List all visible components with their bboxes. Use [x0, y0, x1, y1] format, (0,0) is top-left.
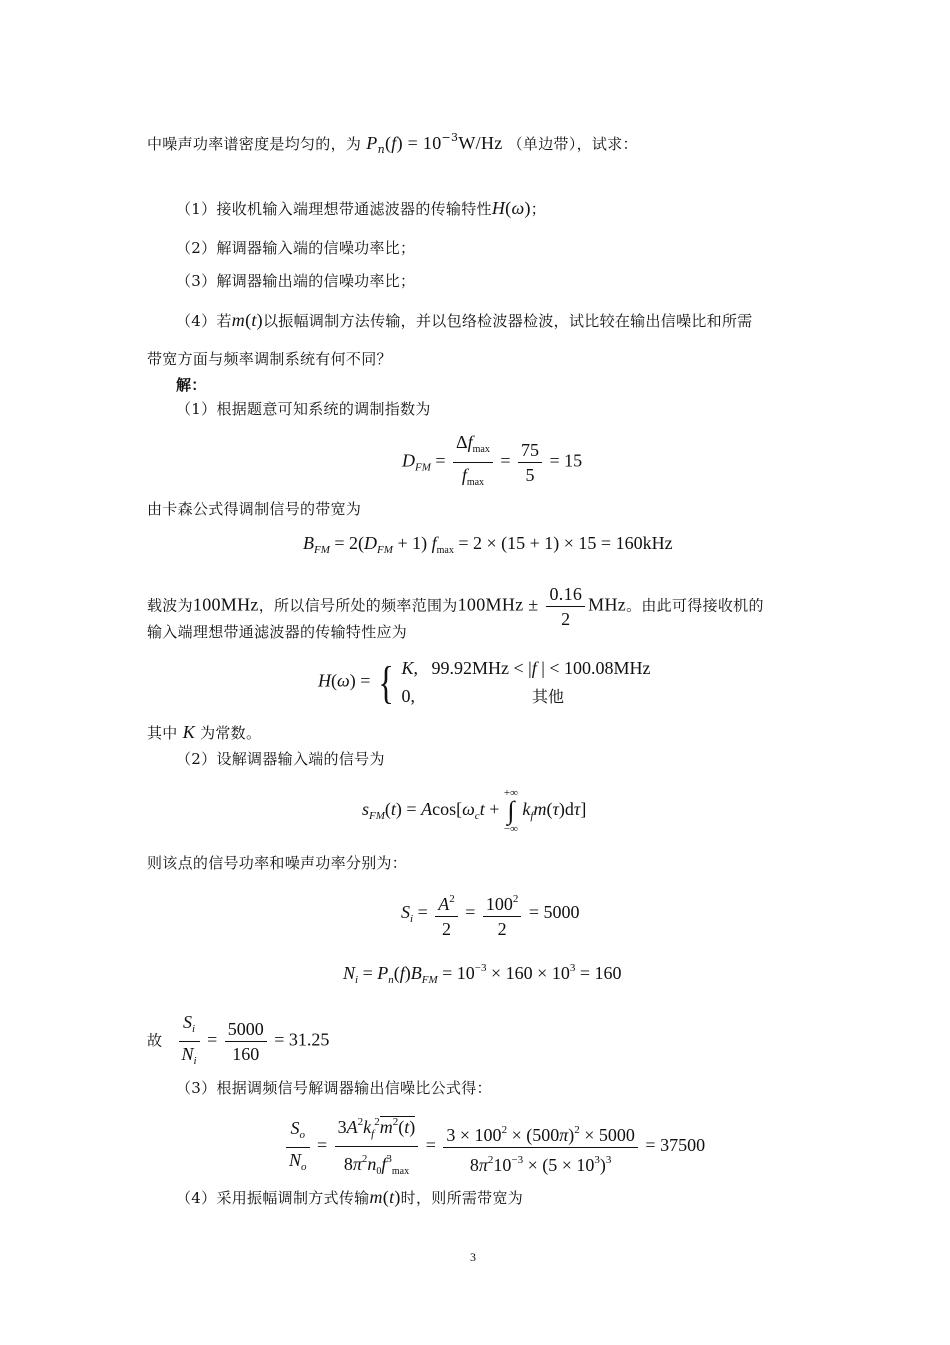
intro-text: 中噪声功率谱密度是均匀的，为 — [147, 135, 362, 153]
intro-line: 中噪声功率谱密度是均匀的，为 $P_n(f) = 10^{-3}W/Hz$ （单边带），试求： — [147, 131, 638, 156]
intro-suffix: （单边带），试求： — [507, 135, 638, 153]
carson-text: 由卡森公式得调制信号的带宽为 — [147, 500, 362, 518]
question-2: （2）解调器输入端的信噪功率比； — [176, 239, 416, 257]
equation-si: $S_i$ = $\frac{A^2}{2}$ = $\frac{100^2}{2}$ = 5000 — [401, 887, 580, 941]
carrier-line: 载波为100MHz，所以信号所处的频率范围为100MHz ± $\frac{0.16}{2}$ MHz。由此可得接收机的 — [147, 584, 764, 629]
solution-step-2: （2）设解调器输入端的信号为 — [176, 750, 385, 768]
equation-snr-in: 故 $\frac{S_i}{N_i}$ = $\frac{5000}{160}$ = 31.25 — [147, 1012, 330, 1067]
question-4: （4）若m(t)以振幅调制方法传输，并以包络检波器检波，试比较在输出信噪比和所需 — [176, 310, 753, 330]
equation-bfm: $B_{FM} = 2(D_{FM} + 1) f_{max} = 2 \times (15 + 1) \times 15 = 160kHz$ — [303, 533, 673, 556]
equation-transfer: H(ω) = { K, 99.92MHz < |f | < 100.08MHz 0, 其他 — [318, 656, 651, 708]
equation-ni: $N_i = P_n(f)B_{FM} = 10^{-3} \times 160 \times 10^3 = 160$ — [343, 962, 622, 986]
equation-snr-out: $\frac{S_o}{N_o}$ = $\frac{3A^2k_f^2m^2(t)}{8\pi^2n_0f^3_{max}}$ = $\frac{3 \times 100^2 \times (500\pi)^2 \times 5000}{8\pi^210^{-3} \times (5 \times 10^3)^3}$ = 37500 — [283, 1110, 705, 1184]
powers-text: 则该点的信号功率和噪声功率分别为： — [147, 854, 408, 872]
question-4-cont: 带宽方面与频率调制系统有何不同？ — [147, 350, 392, 368]
question-3: （3）解调器输出端的信噪功率比； — [176, 272, 416, 290]
constant-text: 其中 K 为常数。 — [147, 722, 262, 742]
filter-text: 输入端理想带通滤波器的传输特性应为 — [147, 623, 408, 641]
equation-dfm: $D_{FM}$ = $\frac{\Delta f_{max}}{f_{max}}$ = $\frac{75}{5}$ = 15 — [402, 432, 583, 488]
solution-step-3: （3）根据调频信号解调器输出信噪比公式得： — [176, 1079, 492, 1097]
equation-sfm: $s_{FM}(t) = Acos[\omega_ct$ + +∞ ∫ −∞ $k_fm(\tau)d\tau$] — [362, 787, 587, 835]
solution-heading: 解： — [176, 376, 207, 394]
page-number: 3 — [470, 1250, 476, 1264]
question-1: （1）接收机输入端理想带通滤波器的传输特性H(ω)； — [176, 198, 547, 218]
solution-step-4: （4）采用振幅调制方式传输m(t)时，则所需带宽为 — [176, 1187, 524, 1207]
solution-step-1: （1）根据题意可知系统的调制指数为 — [176, 400, 431, 418]
